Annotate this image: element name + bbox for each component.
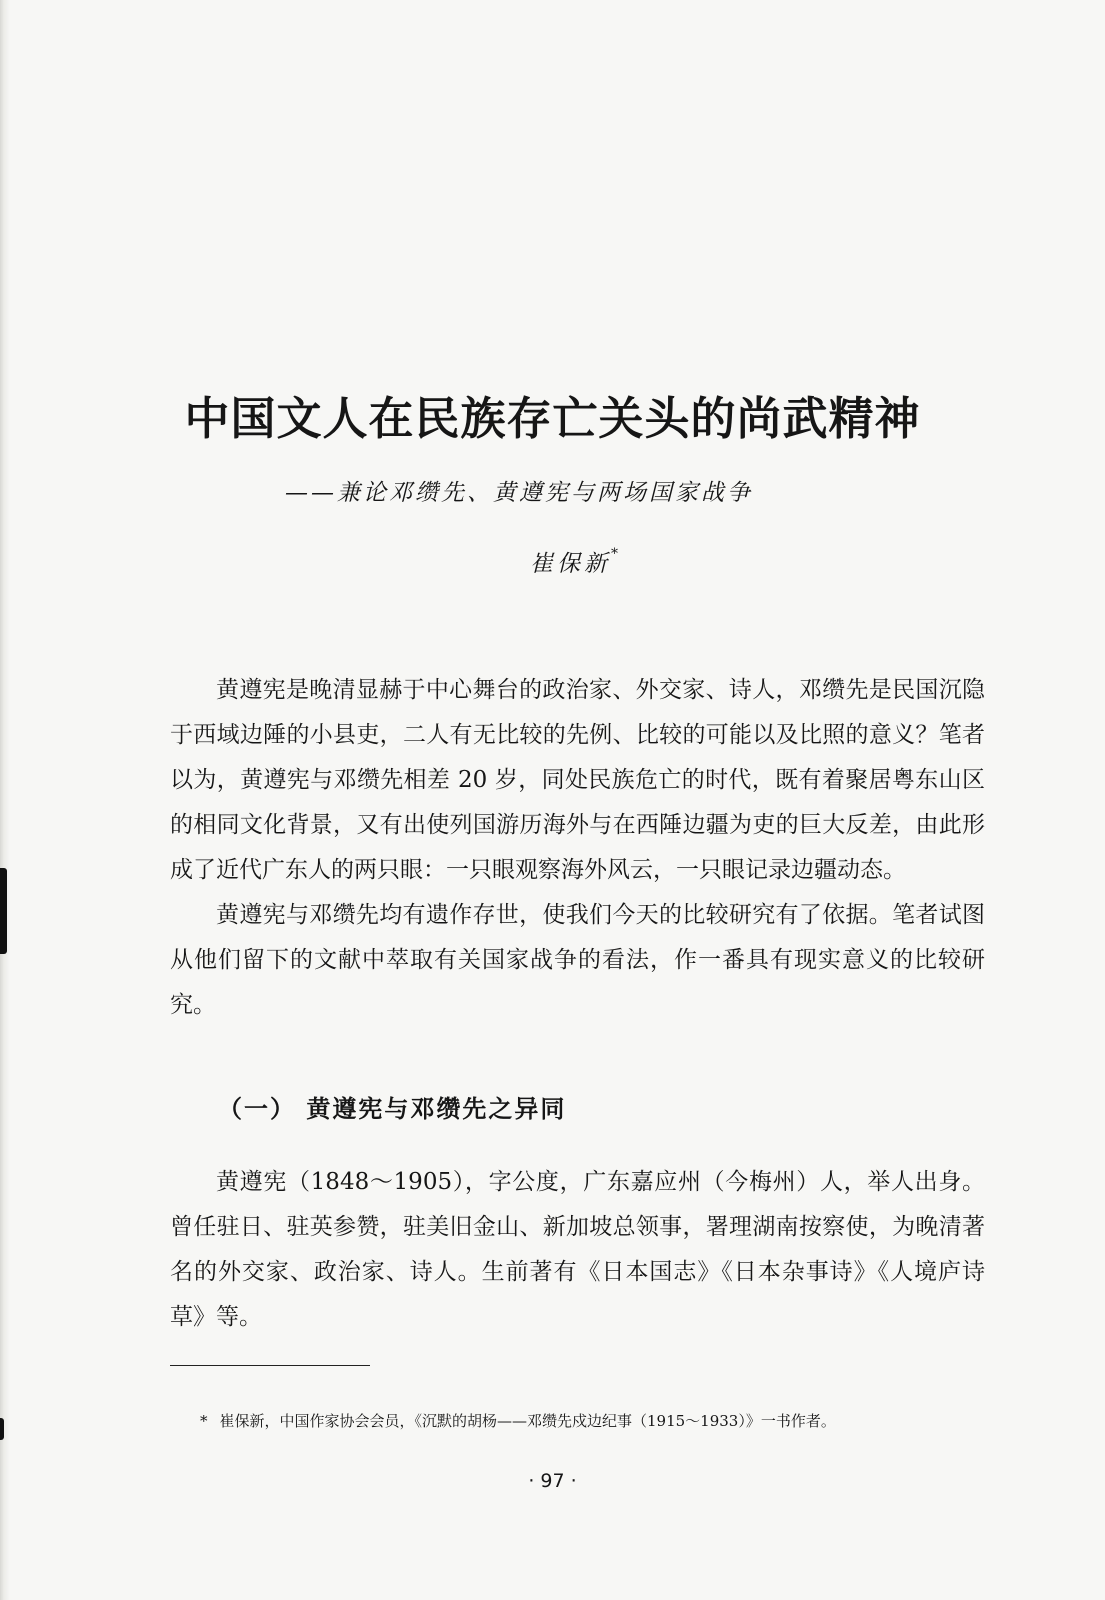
footnote-divider xyxy=(170,1365,370,1366)
footnote xyxy=(200,1414,836,1429)
footnote-mark: * xyxy=(200,1412,208,1430)
section-heading: （一） 黄遵宪与邓缵先之异同 xyxy=(218,1095,567,1123)
paragraph: 黄遵宪是晚清显赫于中心舞台的政治家、外交家、诗人，邓缵先是民国沉隐于西域边陲的小县吏，二人有无比较的先例、比较的可能以及比照的意义？笔者以为，黄遵宪与邓缵先相差 20 岁，同处民族危亡的时代，既有着聚居粤东山区的相同文化背景，又有出使列国游历海外与在西陲边疆为吏的巨大反差，由此形成了近代广东人的两只眼：一只眼观察海外风云，一只眼记录边疆动态。 xyxy=(170,677,985,883)
author-line xyxy=(530,546,618,577)
article-subtitle: ——兼论邓缵先、黄遵宪与两场国家战争 xyxy=(285,480,753,506)
footnote-text: 崔保新，中国作家协会会员，《沉默的胡杨——邓缵先戍边纪事（1915～1933）》一书作者。 xyxy=(219,1412,836,1430)
author-footnote-mark: * xyxy=(611,546,618,562)
paragraph: 黄遵宪与邓缵先均有遗作存世，使我们今天的比较研究有了依据。笔者试图从他们留下的文献中萃取有关国家战争的看法，作一番具有现实意义的比较研究。 xyxy=(170,902,985,1018)
scan-binding-mark xyxy=(0,868,7,954)
author-name: 崔保新 xyxy=(530,551,611,577)
page-number: · 97 · xyxy=(528,1470,577,1492)
page-edge-shadow xyxy=(0,0,10,1600)
scan-binding-mark xyxy=(0,1418,4,1440)
section-text xyxy=(170,1160,985,1340)
article-title: 中国文人在民族存亡关头的尚武精神 xyxy=(184,392,921,445)
paragraph: 黄遵宪（1848～1905），字公度，广东嘉应州（今梅州）人，举人出身。曾任驻日、驻英参赞，驻美旧金山、新加坡总领事，署理湖南按察使，为晚清著名的外交家、政治家、诗人。生前著有《日本国志》《日本杂事诗》《人境庐诗草》等。 xyxy=(170,1169,985,1330)
intro-text xyxy=(170,668,985,1028)
